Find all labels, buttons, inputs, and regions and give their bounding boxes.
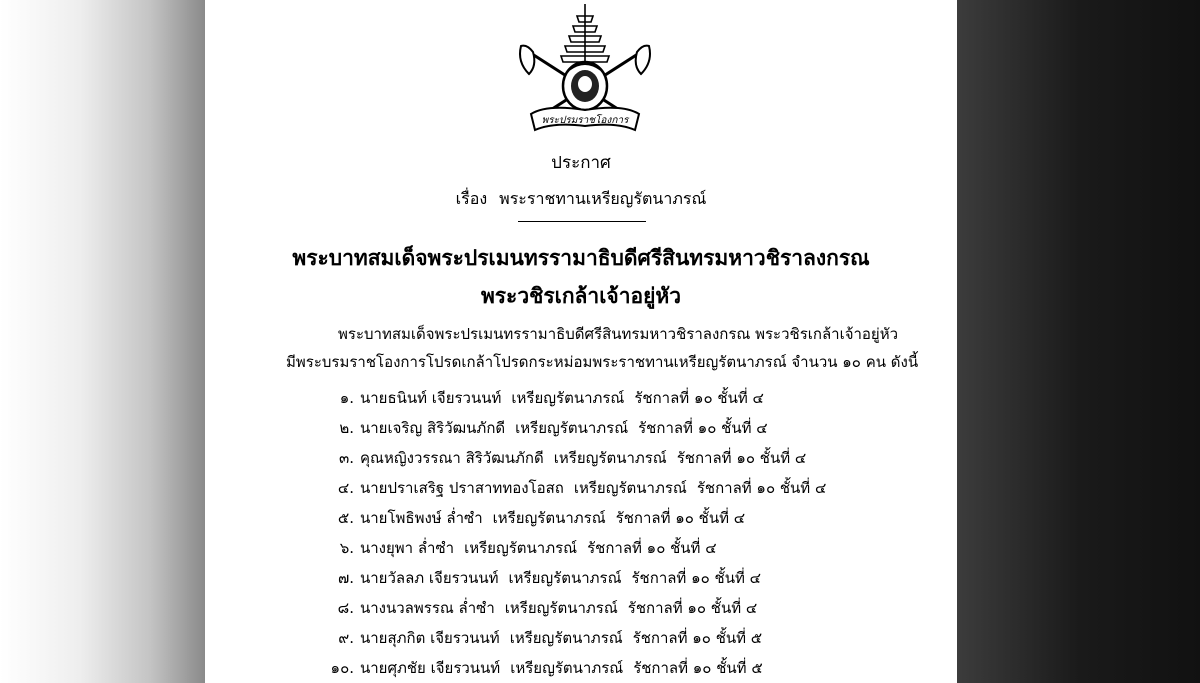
- awardee-item: [330, 473, 826, 503]
- awardee-medal: เหรียญรัตนาภรณ์: [515, 419, 629, 437]
- awardee-reign-class: รัชกาลที่ ๑๐ ชั้นที่ ๔: [631, 569, 761, 587]
- awardee-number: ๑.: [339, 389, 354, 407]
- awardee-reign-class: รัชกาลที่ ๑๐ ชั้นที่ ๔: [676, 449, 807, 467]
- awardee-number: ๓.: [338, 449, 354, 467]
- announcement-subject: [205, 188, 957, 210]
- paragraph-line-2: มีพระบรมราชโองการโปรดเกล้าโปรดกระหม่อมพระราชทานเหรียญรัตนาภรณ์ จำนวน ๑๐ คน ดังนี้: [286, 353, 919, 371]
- awardee-name: นายสุภกิต เจียรวนนท์: [360, 629, 500, 647]
- awardee-medal: เหรียญรัตนาภรณ์: [553, 449, 667, 467]
- king-title-line-2: พระวชิรเกล้าเจ้าอยู่หัว: [480, 283, 682, 308]
- awardee-name: นายโพธิพงษ์ ล่ำซำ: [360, 509, 483, 527]
- awardee-name: นายเจริญ สิริวัฒนภักดี: [360, 419, 506, 437]
- awardee-medal: เหรียญรัตนาภรณ์: [509, 629, 623, 647]
- awardee-medal: เหรียญรัตนาภรณ์: [573, 479, 687, 497]
- awardee-name: นายธนินท์ เจียรวนนท์: [360, 389, 502, 407]
- awardee-number: ๒.: [339, 419, 354, 437]
- awardee-name: นายศุภชัย เจียรวนนท์: [360, 659, 501, 677]
- awardee-number: ๘.: [337, 599, 354, 617]
- awardee-number: ๖.: [339, 539, 354, 557]
- king-title-line-1: พระบาทสมเด็จพระปรเมนทรรามาธิบดีศรีสินทรมหาวชิราลงกรณ: [292, 245, 870, 270]
- awardee-medal: เหรียญรัตนาภรณ์: [464, 539, 578, 557]
- awardee-reign-class: รัชกาลที่ ๑๐ ชั้นที่ ๔: [638, 419, 768, 437]
- awardee-reign-class: รัชกาลที่ ๑๐ ชั้นที่ ๔: [615, 509, 746, 527]
- awardee-item: [330, 623, 826, 653]
- awardee-reign-class: รัชกาลที่ ๑๐ ชั้นที่ ๔: [634, 389, 764, 407]
- announcement-title: ประกาศ: [551, 153, 611, 173]
- awardee-item: [330, 443, 826, 473]
- awardee-reign-class: รัชกาลที่ ๑๐ ชั้นที่ ๔: [587, 539, 717, 557]
- royal-emblem-icon: [507, 2, 663, 138]
- awardee-number: ๙.: [338, 629, 354, 647]
- awardee-reign-class: รัชกาลที่ ๑๐ ชั้นที่ ๔: [696, 479, 827, 497]
- awardee-reign-class: รัชกาลที่ ๑๐ ชั้นที่ ๔: [627, 599, 758, 617]
- awardee-medal: เหรียญรัตนาภรณ์: [492, 509, 606, 527]
- awardee-medal: เหรียญรัตนาภรณ์: [510, 659, 624, 677]
- title-divider: [518, 221, 646, 222]
- awardee-number: ๗.: [337, 569, 354, 587]
- awardee-item: [330, 653, 826, 683]
- awardee-number: ๑๐.: [330, 659, 354, 677]
- awardee-item: [330, 593, 826, 623]
- announcement-document: [205, 0, 957, 675]
- awardee-item: [330, 503, 826, 533]
- paragraph-line-1: พระบาทสมเด็จพระปรเมนทรรามาธิบดีศรีสินทรมหาวชิราลงกรณ พระวชิรเกล้าเจ้าอยู่หัว: [338, 325, 899, 343]
- awardee-medal: เหรียญรัตนาภรณ์: [508, 569, 622, 587]
- subject-prefix: เรื่อง: [455, 189, 488, 208]
- awardee-name: นางนวลพรรณ ล่ำซำ: [360, 599, 495, 617]
- awardee-name: นายปราเสริฐ ปราสาททองโอสถ: [360, 479, 564, 497]
- awardee-medal: เหรียญรัตนาภรณ์: [504, 599, 618, 617]
- awardee-reign-class: รัชกาลที่ ๑๐ ชั้นที่ ๕: [632, 629, 763, 647]
- awardee-item: [330, 383, 826, 413]
- awardee-name: นายวัลลภ เจียรวนนท์: [360, 569, 499, 587]
- awardee-item: [330, 533, 826, 563]
- awardee-reign-class: รัชกาลที่ ๑๐ ชั้นที่ ๕: [633, 659, 763, 677]
- awardee-number: ๔.: [337, 479, 354, 497]
- subject-text: พระราชทานเหรียญรัตนาภรณ์: [499, 189, 707, 208]
- awardee-item: [330, 563, 826, 593]
- awardee-medal: เหรียญรัตนาภรณ์: [511, 389, 625, 407]
- awardee-name: นางยุพา ล่ำซำ: [360, 539, 455, 557]
- awardee-list: [330, 383, 826, 683]
- awardee-name: คุณหญิงวรรณา สิริวัฒนภักดี: [360, 449, 544, 467]
- svg-text:พระปรมราชโองการ: พระปรมราชโองการ: [541, 115, 629, 126]
- awardee-item: [330, 413, 826, 443]
- awardee-number: ๕.: [337, 509, 354, 527]
